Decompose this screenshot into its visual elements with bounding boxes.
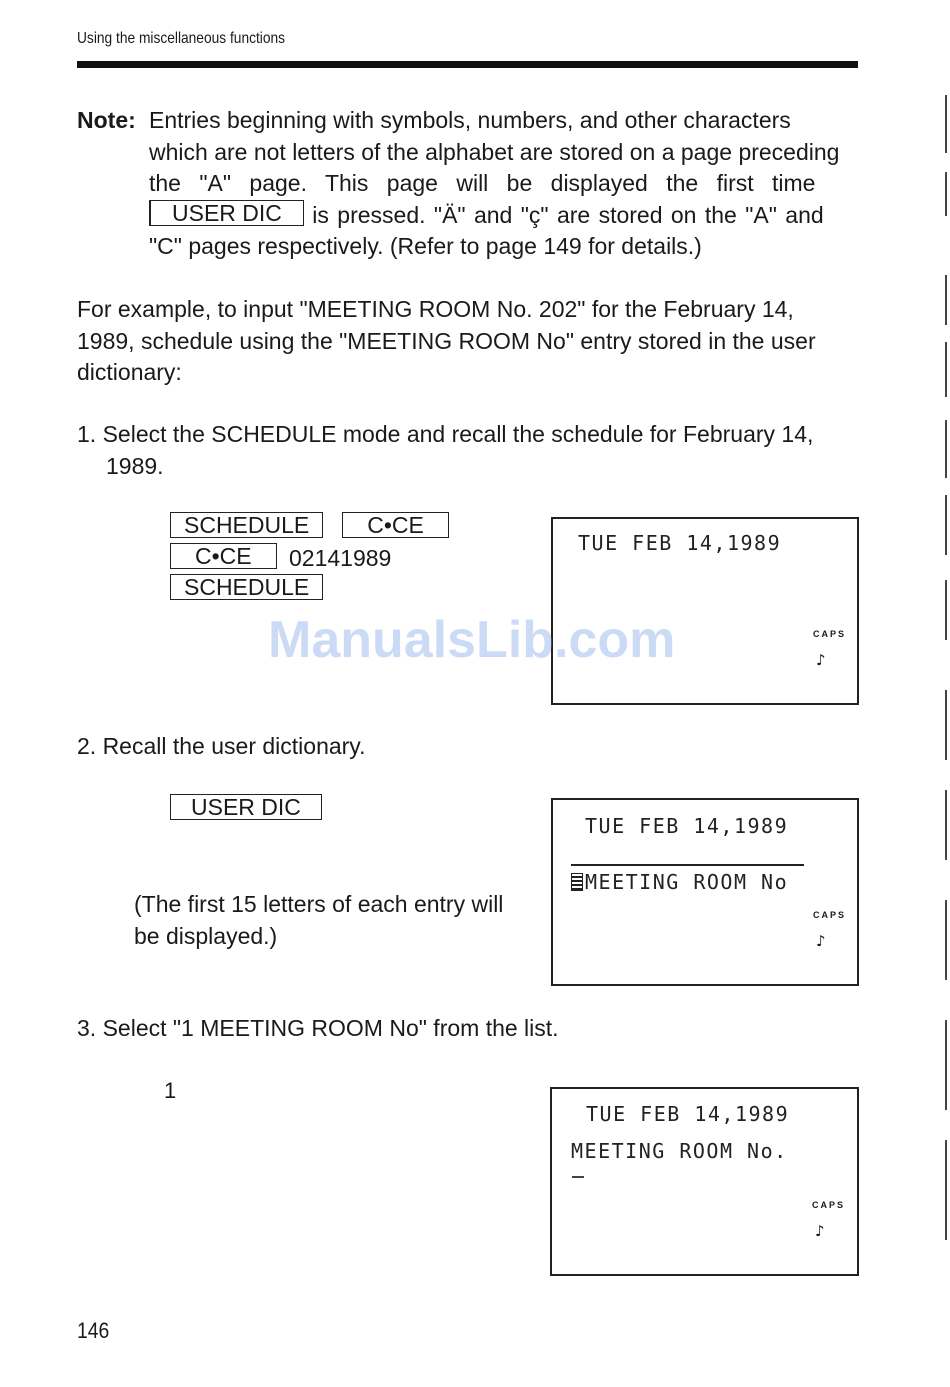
step-1-text bbox=[77, 419, 858, 482]
lcd-entry-line: MEETING ROOM No. bbox=[571, 1139, 788, 1163]
edge-mark bbox=[945, 580, 947, 640]
intro-line: For example, to input "MEETING ROOM No. 202" for the February 14, bbox=[77, 296, 794, 322]
edge-mark bbox=[945, 275, 947, 325]
edge-mark bbox=[945, 342, 947, 397]
note-text bbox=[149, 105, 857, 263]
step-line: 1. Select the SCHEDULE mode and recall the schedule for February 14, bbox=[77, 421, 814, 447]
intro-line: 1989, schedule using the "MEETING ROOM No" entry stored in the user bbox=[77, 327, 816, 354]
edge-mark bbox=[945, 1140, 947, 1240]
section-title: Using the miscellaneous functions bbox=[77, 30, 286, 47]
date-digits: 02141989 bbox=[289, 545, 392, 571]
step-1-key-sequence bbox=[170, 512, 449, 605]
edge-mark bbox=[945, 95, 947, 153]
schedule-key: SCHEDULE bbox=[170, 512, 323, 538]
edge-mark bbox=[945, 790, 947, 860]
note-line: the "A" page. This page will be displayed the first time bbox=[149, 170, 816, 196]
c-ce-key: C•CE bbox=[170, 543, 277, 569]
lcd-date-line: TUE FEB 14,1989 bbox=[578, 531, 782, 555]
note-line-tail: is pressed. "Ä" and "ç" are stored on the "A" and bbox=[303, 201, 824, 228]
note-line: Entries beginning with symbols, numbers, and other characters bbox=[149, 107, 791, 133]
caps-indicator: CAPS bbox=[813, 629, 847, 639]
music-note-icon: ♪ bbox=[816, 651, 826, 669]
note-line: which are not letters of the alphabet are stored on a page preceding bbox=[149, 138, 840, 165]
edge-mark bbox=[945, 900, 947, 980]
edge-mark bbox=[945, 1020, 947, 1110]
step-line: 1989. bbox=[106, 452, 164, 479]
lcd-date-line: TUE FEB 14,1989 bbox=[585, 814, 789, 838]
intro-paragraph bbox=[77, 294, 858, 389]
schedule-key: SCHEDULE bbox=[170, 574, 323, 600]
watermark: ManualsLib.com bbox=[268, 611, 676, 669]
note-label: Note: bbox=[77, 107, 136, 133]
lcd-display-step-3 bbox=[550, 1087, 859, 1276]
note-line: "C" pages respectively. (Refer to page 149 for details.) bbox=[149, 233, 702, 259]
step-2-aside bbox=[134, 889, 503, 952]
lcd-date-line: TUE FEB 14,1989 bbox=[586, 1102, 790, 1126]
aside-line: (The first 15 letters of each entry will bbox=[134, 891, 504, 917]
edge-mark bbox=[945, 420, 947, 478]
step-2-text: 2. Recall the user dictionary. bbox=[77, 733, 366, 759]
user-dic-key: USER DIC bbox=[170, 794, 322, 820]
c-ce-key: C•CE bbox=[342, 512, 449, 538]
lcd-separator bbox=[571, 864, 804, 866]
edge-mark bbox=[945, 690, 947, 760]
page-number: 146 bbox=[77, 1318, 110, 1343]
caps-indicator: CAPS bbox=[812, 1200, 846, 1210]
user-dic-key: USER DIC bbox=[149, 200, 304, 226]
step-2-key-sequence bbox=[170, 794, 322, 825]
step-3-text: 3. Select "1 MEETING ROOM No" from the list. bbox=[77, 1015, 559, 1041]
step-3-key-1: 1 bbox=[164, 1078, 177, 1103]
lcd-entry-text: MEETING ROOM No bbox=[585, 870, 789, 894]
note-line bbox=[149, 200, 857, 232]
edge-mark bbox=[945, 495, 947, 555]
aside-line: be displayed.) bbox=[134, 922, 278, 949]
caps-indicator: CAPS bbox=[813, 910, 847, 920]
lcd-cursor bbox=[572, 1176, 584, 1178]
entry-number-cursor-icon bbox=[571, 873, 583, 891]
lcd-display-step-2 bbox=[551, 798, 859, 986]
lcd-entry-line bbox=[571, 870, 788, 894]
intro-line: dictionary: bbox=[77, 359, 182, 385]
music-note-icon: ♪ bbox=[815, 1222, 825, 1240]
edge-mark bbox=[945, 172, 947, 216]
music-note-icon: ♪ bbox=[816, 932, 826, 950]
header-rule bbox=[77, 61, 858, 68]
